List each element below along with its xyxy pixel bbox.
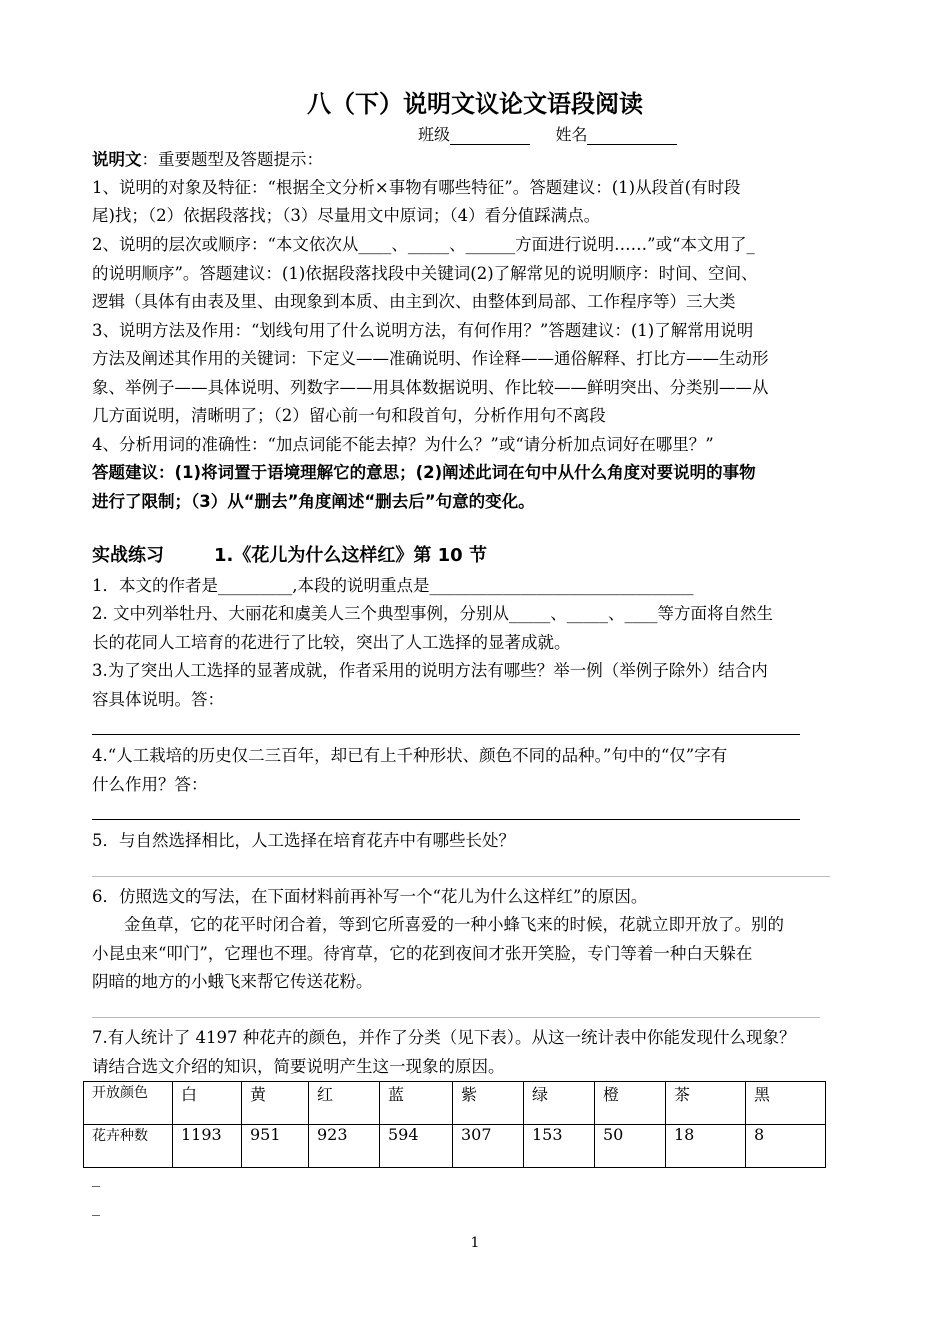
question-3-cont: 容具体说明。答： xyxy=(92,690,224,709)
flower-color-table xyxy=(83,1081,826,1168)
table-cell: 8 xyxy=(746,1125,826,1168)
table-cell: 307 xyxy=(453,1125,524,1168)
answer-line[interactable] xyxy=(92,1017,820,1018)
tip-line: 象、举例子——具体说明、列数字——用具体数据说明、作比较——鲜明突出、分类别——从 xyxy=(92,378,769,397)
practice-heading xyxy=(92,545,487,567)
question-4-cont: 什么作用？答： xyxy=(92,775,208,794)
question-6: 6．仿照选文的写法，在下面材料前再补写一个“花儿为什么这样红”的原因。 xyxy=(92,887,648,906)
table-cell: 黑 xyxy=(746,1082,826,1125)
table-cell: 橙 xyxy=(595,1082,666,1125)
table-cell: 黄 xyxy=(242,1082,309,1125)
practice-title: 1.《花儿为什么这样红》第 10 节 xyxy=(214,545,487,566)
table-cell: 951 xyxy=(242,1125,309,1168)
answer-tip-bold: 答题建议：(1)将词置于语境理解它的意思；(2)阐述此词在句中从什么角度对要说明的事物 xyxy=(92,463,756,482)
table-header-cell: 花卉种数 xyxy=(84,1125,173,1168)
answer-line[interactable] xyxy=(92,734,800,735)
question-1: 1．本文的作者是_________,本段的说明重点是________________________________ xyxy=(92,576,694,595)
table-cell: 红 xyxy=(309,1082,380,1125)
table-cell: 蓝 xyxy=(380,1082,453,1125)
material-line: 阴暗的地方的小蛾飞来帮它传送花粉。 xyxy=(92,972,373,991)
table-row xyxy=(84,1125,826,1168)
tip-line: 的说明顺序”。答题建议：(1)依据段落找段中关键词(2)了解常见的说明顺序：时间、空间、 xyxy=(92,264,758,283)
page-title: 八（下）说明文议论文语段阅读 xyxy=(307,90,643,118)
table-cell: 18 xyxy=(666,1125,746,1168)
answer-dash[interactable]: _ xyxy=(92,1168,100,1187)
answer-line[interactable] xyxy=(92,819,800,820)
name-label: 姓名 xyxy=(555,125,588,144)
question-7: 7.有人统计了 4197 种花卉的颜色，并作了分类（见下表）。从这一统计表中你能发现什么现象？ xyxy=(92,1028,796,1047)
table-cell: 绿 xyxy=(524,1082,595,1125)
class-name-line xyxy=(418,122,677,145)
table-cell: 白 xyxy=(173,1082,242,1125)
section-heading-rest: ：重要题型及答题提示： xyxy=(141,150,323,169)
tip-line: 1、说明的对象及特征：“根据全文分析×事物有哪些特征”。答题建议：(1)从段首(有时段 xyxy=(92,178,741,197)
answer-dash[interactable]: _ xyxy=(92,1197,100,1216)
tip-line: 尾)找；（2）依据段落找；（3）尽量用文中原词；（4）看分值踩满点。 xyxy=(92,206,601,225)
tip-line: 逻辑（具体有由表及里、由现象到本质、由主到次、由整体到局部、工作程序等）三大类 xyxy=(92,292,736,311)
table-cell: 茶 xyxy=(666,1082,746,1125)
question-4: 4.“人工栽培的历史仅二三百年，却已有上千种形状、颜色不同的品种。”句中的“仅”字有 xyxy=(92,746,728,765)
tip-line: 4、分析用词的准确性：“加点词能不能去掉？为什么？”或“请分析加点词好在哪里？” xyxy=(92,435,714,454)
table-cell: 153 xyxy=(524,1125,595,1168)
tip-line: 2、说明的层次或顺序：“本文依次从____、_____、______方面进行说明……”或“本文用了_ xyxy=(92,235,755,254)
section-heading: 说明文 xyxy=(92,150,142,169)
practice-label: 实战练习 xyxy=(92,545,164,566)
tip-line: 3、说明方法及作用：“划线句用了什么说明方法，有何作用？”答题建议：(1)了解常用说明 xyxy=(92,321,754,340)
tip-line: 几方面说明，清晰明了；（2）留心前一句和段首句，分析作用句不离段 xyxy=(92,406,606,425)
question-5: 5．与自然选择相比，人工选择在培育花卉中有哪些长处？ xyxy=(92,831,515,850)
page-number: 1 xyxy=(470,1235,480,1251)
material-line: 金鱼草，它的花平时闭合着，等到它所喜爱的一种小蜂飞来的时候，花就立即开放了。别的 xyxy=(124,915,784,934)
table-header-cell: 开放颜色 xyxy=(84,1082,173,1125)
table-row xyxy=(84,1082,826,1125)
table-cell: 594 xyxy=(380,1125,453,1168)
class-blank[interactable] xyxy=(450,130,530,145)
table-cell: 50 xyxy=(595,1125,666,1168)
name-blank[interactable] xyxy=(587,130,677,145)
table-cell: 1193 xyxy=(173,1125,242,1168)
question-3: 3.为了突出人工选择的显著成就，作者采用的说明方法有哪些？举一例（举例子除外）结合内 xyxy=(92,661,768,680)
section-heading-line xyxy=(92,149,323,171)
question-7-cont: 请结合选文介绍的知识，简要说明产生这一现象的原因。 xyxy=(92,1057,505,1076)
table-cell: 紫 xyxy=(453,1082,524,1125)
table-cell: 923 xyxy=(309,1125,380,1168)
question-2: 2. 文中列举牡丹、大丽花和虞美人三个典型事例，分别从_____、_____、____等方面将自然生 xyxy=(92,604,773,623)
answer-tip-bold: 进行了限制；（3）从“删去”角度阐述“删去后”句意的变化。 xyxy=(92,492,535,511)
material-line: 小昆虫来“叩门”，它理也不理。待宵草，它的花到夜间才张开笑脸，专门等着一种白天躲在 xyxy=(92,944,753,963)
class-label: 班级 xyxy=(418,125,451,144)
tip-line: 方法及阐述其作用的关键词：下定义——准确说明、作诠释——通俗解释、打比方——生动形 xyxy=(92,349,769,368)
question-2-cont: 长的花同人工培育的花进行了比较，突出了人工选择的显著成就。 xyxy=(92,633,571,652)
answer-line[interactable] xyxy=(92,876,830,877)
